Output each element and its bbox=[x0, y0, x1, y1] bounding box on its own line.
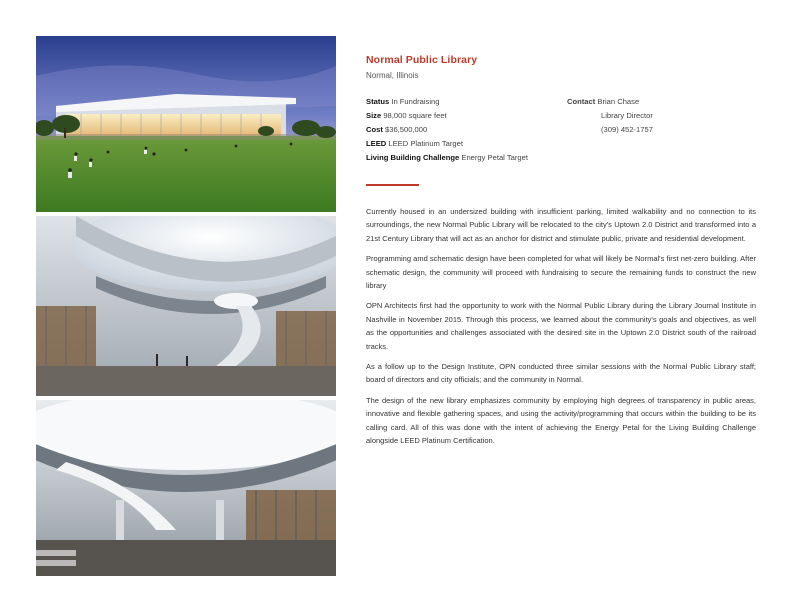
description-paragraph-5: The design of the new library emphasizes community by employing high degrees of transparency in public areas, innovative and flexible gathering spaces, and using the activity/programming that occurs within the building to be its calling card. All of this was done with the intent of achieving the Energy Petal for the Living Building Challenge alongside LEED Platinum Certification. bbox=[366, 395, 756, 446]
fact-lbc bbox=[366, 152, 566, 166]
fact-lbc-value: Energy Petal Target bbox=[461, 153, 528, 162]
fact-size-label: Size bbox=[366, 111, 382, 120]
fact-size-value: 98,000 square feet bbox=[383, 111, 447, 120]
fact-size bbox=[366, 110, 566, 124]
fact-cost-value: $36,500,000 bbox=[385, 125, 428, 134]
contact-phone: (309) 452-1757 bbox=[601, 125, 653, 134]
fact-leed-label: LEED bbox=[366, 139, 387, 148]
exterior-rendering-image bbox=[36, 36, 336, 212]
fact-status bbox=[366, 96, 566, 110]
fact-lbc-label: Living Building Challenge bbox=[366, 153, 460, 162]
accent-divider bbox=[366, 184, 419, 186]
contact-role: Library Director bbox=[601, 111, 653, 120]
fact-cost-label: Cost bbox=[366, 125, 383, 134]
fact-cost bbox=[366, 124, 566, 138]
project-title: Normal Public Library bbox=[366, 54, 478, 66]
project-description bbox=[366, 205, 756, 448]
description-paragraph-2: Programming amd schematic design have been completed for what will likely be Normal's first net-zero building. After schematic design, the community will proceed with fundraising to secure the remaining funds to construct the new library bbox=[366, 254, 756, 291]
contact-name: Brian Chase bbox=[597, 97, 640, 106]
project-location: Normal, Illinois bbox=[366, 71, 419, 80]
contact-label: Contact bbox=[567, 97, 596, 106]
photo-column bbox=[36, 36, 336, 576]
description-paragraph-3: OPN Architects first had the opportunity to work with the Normal Public Library during the Library Journal Institute in Nashville in November 2015. Through this process, we learned about the community's goals and objectives, as well as the opportunities and challenges associated with the desired site in the Uptown 2.0 District south of the railroad tracks. bbox=[366, 301, 756, 351]
fact-status-value: In Fundraising bbox=[391, 97, 440, 106]
interior-atrium-image bbox=[36, 216, 336, 396]
fact-leed bbox=[366, 138, 566, 152]
description-paragraph-4: As a follow up to the Design Institute, OPN conducted three similar sessions with the Normal Public Library staff; board of directors and city officials; and the community in Normal. bbox=[366, 362, 756, 385]
contact-name-line bbox=[567, 96, 757, 110]
project-content bbox=[366, 54, 756, 455]
contact-column bbox=[567, 96, 757, 138]
facts-left-column bbox=[366, 96, 566, 166]
fact-leed-value: LEED Platinum Target bbox=[388, 139, 463, 148]
interior-stair-image bbox=[36, 400, 336, 576]
project-facts bbox=[366, 96, 756, 166]
description-paragraph-1: Currently housed in an undersized building with insufficient parking, limited walkability and no connection to its surroundings, the new Normal Public Library will be relocated to the city's Uptown 2.0 District and transformed into a 21st Century Library that will act as an anchor for district and stimulate public, private and residential development. bbox=[366, 207, 756, 243]
fact-status-label: Status bbox=[366, 97, 390, 106]
